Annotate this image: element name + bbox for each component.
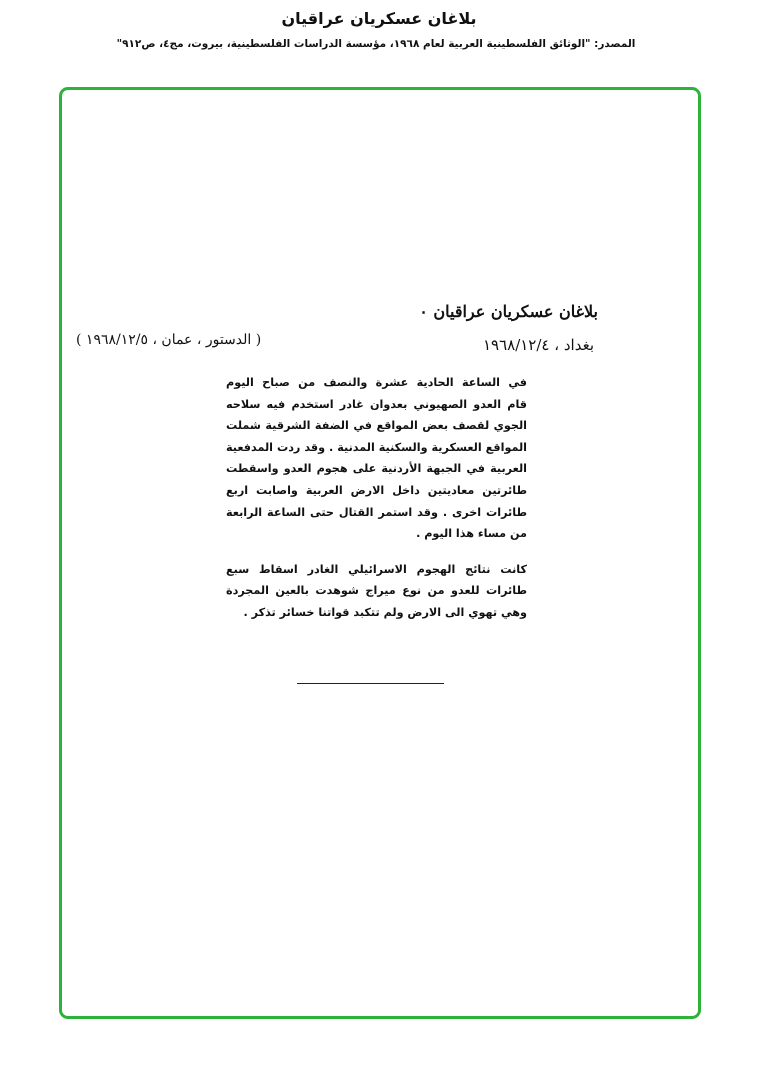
text-line: كانت نتائج الهجوم الاسرائيلي الغادر اسقاط سبع [226, 562, 527, 576]
source-citation: المصدر: "الوثائق الفلسطينية العربية لعام ١٩٦٨، مؤسسة الدراسات الفلسطينية، بيروت، مج٤، ص٩١٢" [116, 38, 636, 50]
text-line: العربية في الجبهة الأردنية على هجوم العدو واسقطت [226, 462, 527, 476]
dateline-baghdad: بغداد ، ١٩٦٨/١٢/٤ [482, 336, 594, 354]
document-body [226, 372, 527, 624]
text-line: في الساعة الحادية عشرة والنصف من صباح اليوم [226, 376, 527, 389]
text-line: طائرات للعدو من نوع ميراج شوهدت بالعين المجردة [226, 584, 527, 598]
end-rule [297, 683, 444, 684]
text-line: الجوي لقصف بعض المواقع في الضفة الشرقية شملت [226, 419, 527, 433]
text-line: طائرتين معاديتين داخل الارض العربية واصابت اربع [226, 483, 527, 497]
paragraph-gap [226, 545, 527, 559]
dateline-amman: ( الدستور ، عمان ، ١٩٦٨/١٢/٥ ) [76, 332, 262, 348]
paragraph-2 [226, 559, 527, 624]
text-line: قام العدو الصهيوني بعدوان غادر استخدم فيه سلاحه [226, 397, 527, 411]
document-heading: بلاغان عسكريان عراقيان ٠ [419, 302, 598, 321]
paragraph-1 [226, 372, 527, 545]
text-line: وهي تهوي الى الارض ولم تتكبد قواتنا خسائر تذكر . [243, 605, 527, 619]
text-line: من مساء هذا اليوم . [416, 527, 527, 541]
text-line: طائرات اخرى . وقد استمر القتال حتى الساعة الرابعة [226, 505, 527, 519]
text-line: المواقع العسكرية والسكنية المدنية . وقد ردت المدفعية [226, 440, 527, 454]
page-title: بلاغان عسكريان عراقيان [281, 9, 477, 28]
